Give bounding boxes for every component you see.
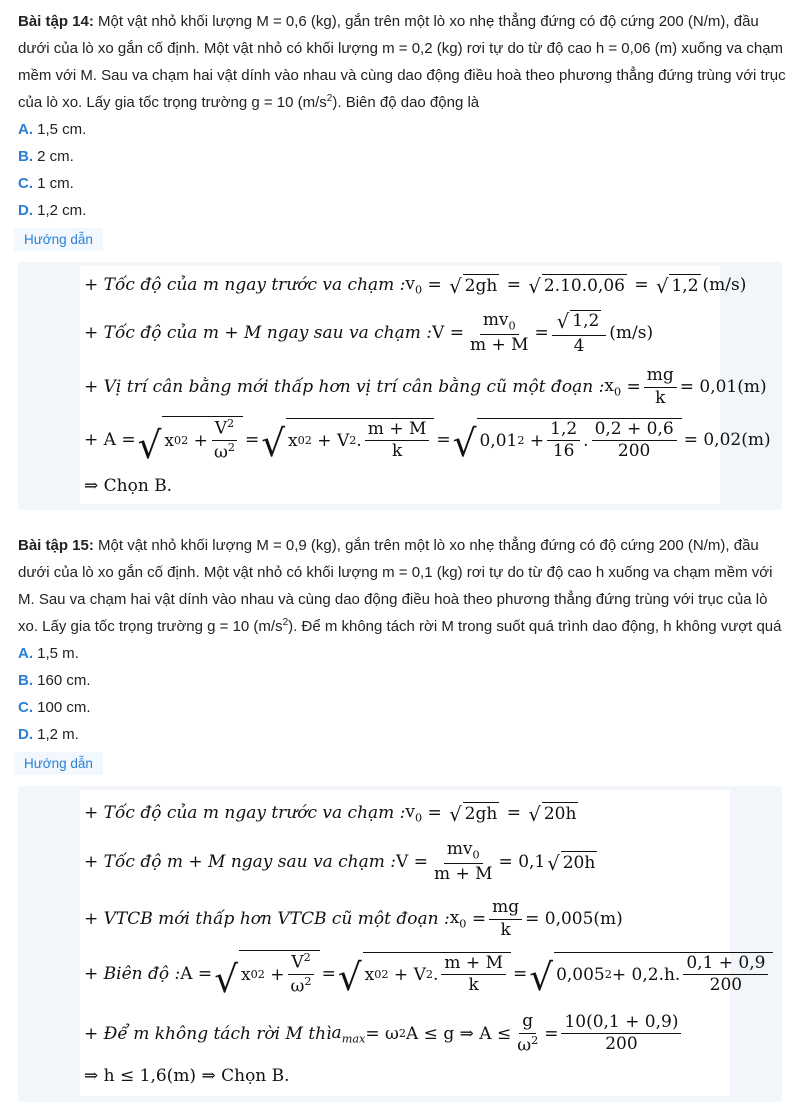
sqrt: √ 2gh	[449, 274, 498, 298]
question-text	[18, 8, 788, 116]
guide-toggle[interactable]: Hướng dẫn	[14, 752, 103, 775]
sqrt: √ 0,005 2 + 0,2.h. $\frac{0,1 + 0,9}{200}$	[529, 952, 773, 996]
question-body-end: ). Biên độ dao động là	[332, 94, 480, 111]
guide-toggle[interactable]: Hướng dẫn	[14, 228, 103, 251]
option-a[interactable]: A. 1,5 cm.	[18, 121, 87, 138]
sqrt: √ 2gh	[449, 802, 498, 826]
solution-line: + Biên độ : A = √ x 0 2 + $\frac{V^2}{\omega^2}$ = √ x 0 2 + V 2 . $\frac{m + M}{k}$ = √ 0,005 2 + 0,2.h. $\frac{0,1 + 0,9}{200}$	[84, 950, 726, 997]
solution-line: + Tốc độ của m ngay trước va chạm : $v_0$ = √ 2gh = √ 20h	[84, 802, 577, 826]
solution-line: + Để m không tách rời M thì $a_{max}$ = ω 2 A ≤ g ⇒ A ≤ $\frac{g}{\omega^2}$ = $\frac{10(0,1 + 0,9)}{200}$	[84, 1012, 726, 1056]
fraction: $\frac{mv_0}{m + M}$	[433, 839, 493, 885]
fraction: $\frac{mv_0}{m + M}$	[469, 309, 529, 355]
fraction: $\frac{mg}{k}$	[644, 366, 677, 408]
fraction: $\frac{10(0,1 + 0,9)}{200}$	[561, 1013, 681, 1055]
question-body-end: ). Để m không tách rời M trong suốt quá trình dao động, h không vượt quá	[288, 618, 782, 635]
question-body: Một vật nhỏ khối lượng M = 0,9 (kg), gắn trên một lò xo nhẹ thẳng đứng có độ cứng 200 (N/m), đầu dưới của lò xo gắn cố định. Một vật nhỏ có khối lượng m = 0,1 (kg) rơi tự do từ độ cao h xuống va chạm mềm với M. Sau va chạm hai vật dính vào nhau và cùng dao động điều hoà theo phương thẳng đứng trùng với trục của lò xo. Lấy gia tốc trọng trường g = 10 (m/s	[18, 537, 773, 635]
question-body: Một vật nhỏ khối lượng M = 0,6 (kg), gắn trên một lò xo nhẹ thẳng đứng có độ cứng 200 (N/m), đầu dưới của lò xo gắn cố định. Một vật nhỏ có khối lượng m = 0,2 (kg) rơi tự do từ độ cao h = 0,06 (m) xuống va chạm mềm với M. Sau va chạm hai vật dính vào nhau và cùng dao động điều hoà theo phương thẳng đứng trùng với trục của lò xo. Lấy gia tốc trọng trường g = 10 (m/s	[18, 13, 786, 111]
sqrt: √ 20h	[547, 851, 596, 875]
options-list	[18, 640, 788, 748]
problem-title: Bài tập 14:	[18, 13, 94, 30]
option-d[interactable]: D. 1,2 cm.	[18, 202, 87, 219]
solution-line: + VTCB mới thấp hơn VTCB cũ một đoạn : $x_0$ = $\frac{mg}{k}$ = 0,005(m)	[84, 897, 623, 940]
option-b[interactable]: B. 2 cm.	[18, 148, 74, 165]
fraction: $\frac{g}{\omega^2}$	[517, 1011, 539, 1056]
superscript: 2	[282, 617, 289, 628]
solution-image	[80, 266, 771, 504]
sqrt: √ x 0 2 + $\frac{V^2}{\omega^2}$	[138, 416, 243, 463]
fraction: √ 1,2 4	[552, 310, 607, 356]
solution-panel	[18, 786, 782, 1102]
option-d[interactable]: D. 1,2 m.	[18, 726, 79, 743]
solution-panel	[18, 262, 782, 510]
solution-line: ⇒ h ≤ 1,6(m) ⇒ Chọn B.	[84, 1066, 290, 1086]
option-a[interactable]: A. 1,5 m.	[18, 645, 79, 662]
solution-line: + Tốc độ m + M ngay sau va chạm : V = $\frac{mv_0}{m + M}$ = 0,1 √ 20h	[84, 839, 596, 885]
option-c[interactable]: C. 100 cm.	[18, 699, 91, 716]
problem-15	[18, 532, 788, 775]
solution-line: + Tốc độ của m + M ngay sau va chạm : V = $\frac{mv_0}{m + M}$ = √ 1,2 4 (m/s)	[84, 309, 654, 356]
options-list	[18, 116, 788, 224]
sqrt: √ x 0 2 + V 2 . $\frac{m + M}{k}$	[261, 418, 434, 462]
solution-image	[80, 790, 766, 1096]
sqrt: √ 20h	[528, 802, 577, 826]
fraction: $\frac{mg}{k}$	[489, 898, 522, 940]
solution-line: ⇒ Chọn B.	[84, 476, 173, 496]
solution-line: + A = √ x 0 2 + $\frac{V^2}{\omega^2}$ = √ x 0 2 + V 2 . $\frac{m + M}{k}$ = √ 0,01 2 + $\frac{1,2}{16}$ . $\frac{0,2 + 0,6}{200}$ = 0,02(m)	[84, 417, 771, 467]
problem-14	[18, 8, 788, 251]
question-text	[18, 532, 788, 640]
sqrt: √ x 0 2 + $\frac{V^2}{\omega^2}$	[214, 950, 319, 997]
sqrt: √ x 0 2 + V 2 . $\frac{m + M}{k}$	[338, 952, 511, 996]
sqrt: √ 0,01 2 + $\frac{1,2}{16}$ . $\frac{0,2 + 0,6}{200}$	[453, 418, 682, 462]
sqrt: √ 1,2	[656, 274, 699, 298]
option-b[interactable]: B. 160 cm.	[18, 672, 91, 689]
sqrt: √ 2.10.0,06	[528, 274, 625, 298]
solution-line: + Tốc độ của m ngay trước va chạm : $v_0$ = √ 2gh = √ 2.10.0,06 = √ 1,2 (m/s)	[84, 274, 747, 298]
option-c[interactable]: C. 1 cm.	[18, 175, 74, 192]
problem-title: Bài tập 15:	[18, 537, 94, 554]
solution-line: + Vị trí cân bằng mới thấp hơn vị trí cân bằng cũ một đoạn : $x_0$ = $\frac{mg}{k}$ = 0,01(m)	[84, 365, 767, 408]
superscript: 2	[326, 93, 333, 104]
